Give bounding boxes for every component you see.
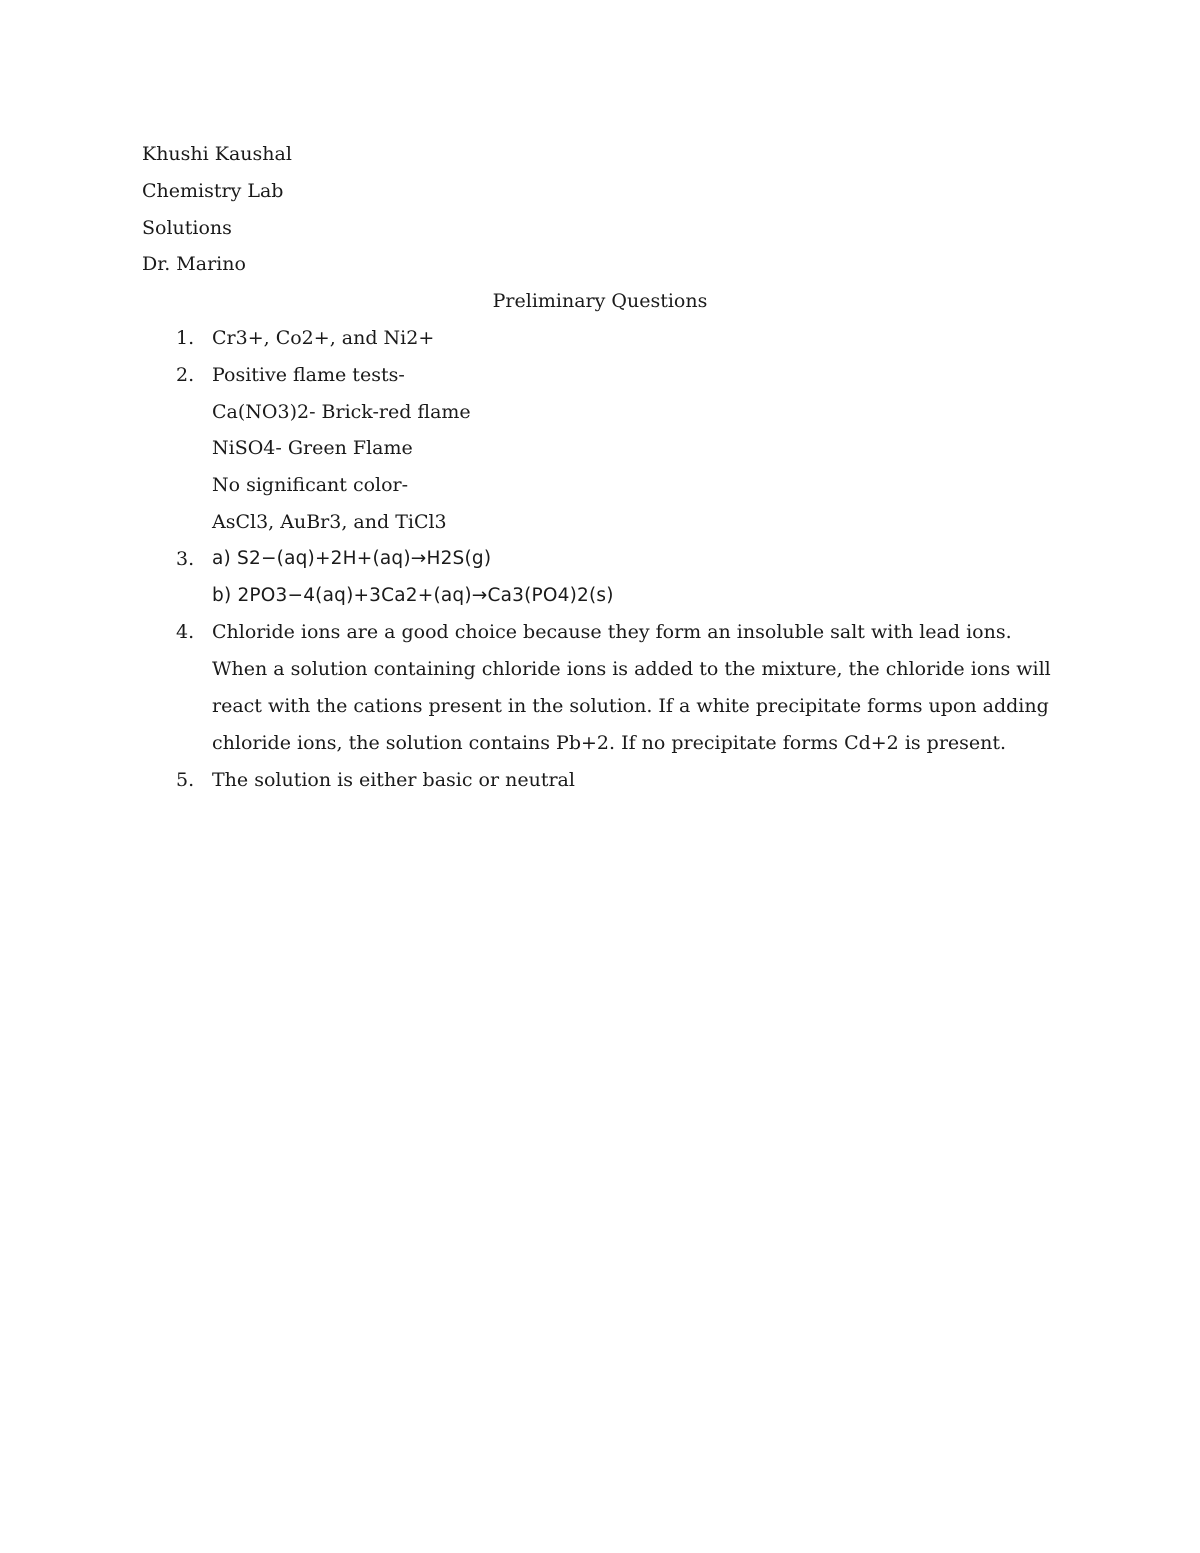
answer-line: The solution is either basic or neutral	[212, 768, 575, 791]
lab-topic: Solutions	[142, 216, 232, 239]
answer-paragraph: Chloride ions are a good choice because they form an insoluble salt with lead ions. When a solution containing chloride ions is added to the mixture, the chloride ions will react with the cations present in the solution. If a white precipitate forms upon adding chloride ions, the solution contains Pb+2. If no precipitate forms Cd+2 is present.	[212, 621, 1051, 754]
equation-line: a) S2−(aq)+2H+(aq)→H2S(g)	[212, 547, 492, 569]
question-item	[142, 614, 1058, 761]
questions-list	[142, 320, 1058, 798]
question-item	[142, 541, 1058, 615]
instructor-name: Dr. Marino	[142, 253, 246, 276]
answer-line: AsCl3, AuBr3, and TiCl3	[212, 510, 447, 533]
question-number: 2.	[176, 363, 195, 386]
equation-line: b) 2PO3−4(aq)+3Ca2+(aq)→Ca3(PO4)2(s)	[212, 584, 614, 606]
course-name: Chemistry Lab	[142, 179, 284, 202]
answer-line: NiSO4- Green Flame	[212, 437, 413, 460]
question-number: 1.	[176, 326, 195, 349]
answer-line: No significant color-	[212, 474, 409, 497]
answer-line: Positive flame tests-	[212, 363, 405, 386]
question-number: 3.	[176, 547, 195, 570]
student-name: Khushi Kaushal	[142, 143, 292, 165]
question-item	[142, 320, 1058, 357]
question-item	[142, 762, 1058, 799]
document-content	[142, 136, 1058, 798]
question-number: 5.	[176, 768, 195, 791]
answer-line: Cr3+, Co2+, and Ni2+	[212, 326, 435, 349]
section-title: Preliminary Questions	[492, 290, 708, 313]
answer-line: Ca(NO3)2- Brick-red flame	[212, 400, 471, 423]
question-item	[142, 357, 1058, 541]
question-number: 4.	[176, 621, 195, 644]
